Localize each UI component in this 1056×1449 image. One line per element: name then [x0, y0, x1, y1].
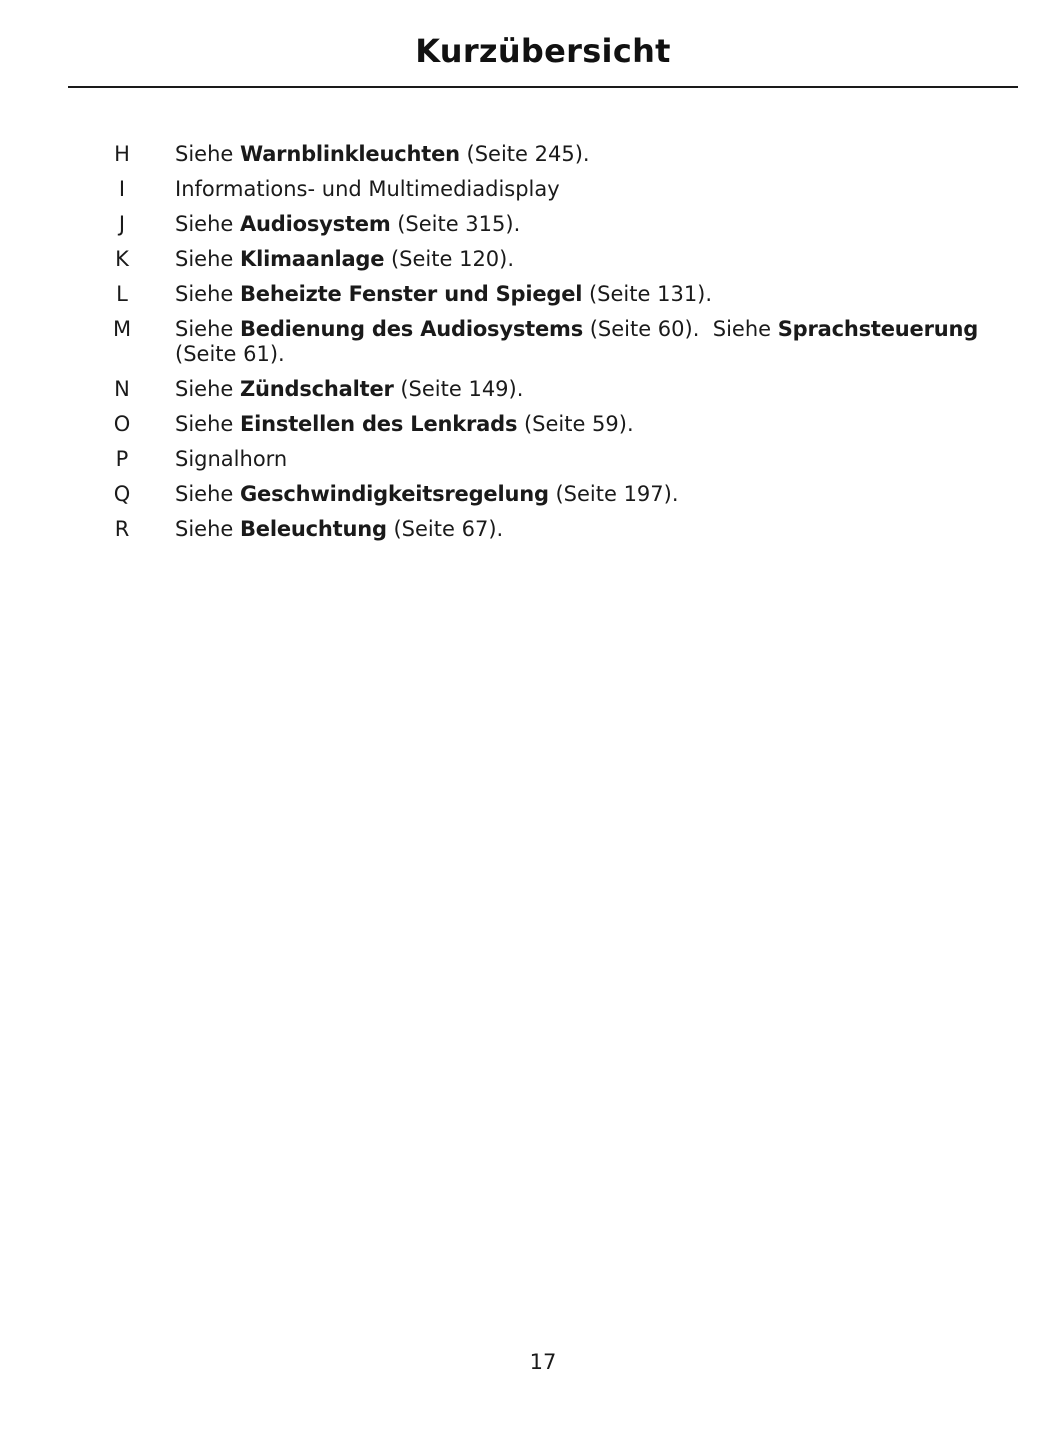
legend-prefix: Siehe — [175, 377, 240, 401]
page-title: Kurzübersicht — [415, 32, 671, 70]
legend-reference[interactable]: Bedienung des Audiosystems — [240, 317, 584, 341]
legend-page-ref: (Seite 131). — [582, 282, 713, 306]
legend-page-ref: (Seite 67). — [386, 517, 504, 541]
legend-prefix-2: Siehe — [699, 317, 778, 341]
legend-reference[interactable]: Warnblinkleuchten — [240, 142, 460, 166]
legend-item-k — [108, 247, 1008, 272]
legend-prefix: Siehe — [175, 212, 240, 236]
legend-prefix: Informations- und Multimediadisplay — [175, 177, 560, 201]
legend-page-ref: (Seite 197). — [548, 482, 679, 506]
legend-prefix: Siehe — [175, 247, 240, 271]
legend-prefix: Siehe — [175, 317, 240, 341]
title-divider — [68, 86, 1018, 88]
legend-reference[interactable]: Klimaanlage — [240, 247, 385, 271]
legend-page-ref: (Seite 245). — [459, 142, 590, 166]
legend-key: I — [118, 177, 126, 201]
legend-key: R — [114, 517, 130, 541]
legend-key: Q — [113, 482, 131, 506]
legend-prefix: Siehe — [175, 142, 240, 166]
legend-page-ref: (Seite 149). — [393, 377, 524, 401]
legend-reference[interactable]: Beheizte Fenster und Spiegel — [240, 282, 583, 306]
legend-item-p — [108, 447, 1008, 472]
legend-key: L — [116, 282, 128, 306]
legend-list — [108, 142, 1008, 552]
legend-key: J — [118, 212, 126, 236]
legend-prefix: Siehe — [175, 517, 240, 541]
legend-text — [175, 317, 1008, 367]
legend-item-j — [108, 212, 1008, 237]
legend-key: M — [112, 317, 132, 341]
legend-reference-2[interactable]: Sprachsteuerung — [777, 317, 979, 341]
legend-reference[interactable]: Geschwindigkeitsregelung — [240, 482, 549, 506]
legend-prefix: Siehe — [175, 282, 240, 306]
legend-item-i — [108, 177, 1008, 202]
legend-reference[interactable]: Beleuchtung — [240, 517, 387, 541]
legend-page-ref: (Seite 59). — [517, 412, 634, 436]
legend-item-h — [108, 142, 1008, 167]
legend-key: K — [115, 247, 129, 271]
legend-reference[interactable]: Zündschalter — [240, 377, 394, 401]
legend-prefix: Signalhorn — [175, 447, 288, 471]
legend-text — [175, 212, 1008, 237]
legend-page-ref: (Seite 315). — [390, 212, 521, 236]
legend-reference[interactable]: Audiosystem — [240, 212, 391, 236]
legend-key: P — [115, 447, 129, 471]
legend-page-ref: (Seite 60). — [583, 317, 700, 341]
legend-key: O — [113, 412, 131, 436]
legend-prefix: Siehe — [175, 412, 240, 436]
legend-text — [175, 247, 1008, 272]
legend-text — [175, 282, 1008, 307]
legend-text — [175, 482, 1008, 507]
legend-page-ref-2: (Seite 61). — [175, 342, 285, 366]
legend-text — [175, 412, 1008, 437]
legend-item-r — [108, 517, 1008, 542]
legend-text — [175, 517, 1008, 542]
legend-item-m — [108, 317, 1008, 367]
legend-item-o — [108, 412, 1008, 437]
page-number: 17 — [529, 1350, 557, 1374]
legend-text — [175, 377, 1008, 402]
legend-text — [175, 177, 1008, 202]
legend-key: H — [114, 142, 130, 166]
legend-item-l — [108, 282, 1008, 307]
legend-page-ref: (Seite 120). — [384, 247, 515, 271]
legend-text — [175, 142, 1008, 167]
legend-item-q — [108, 482, 1008, 507]
legend-reference[interactable]: Einstellen des Lenkrads — [240, 412, 518, 436]
legend-prefix: Siehe — [175, 482, 240, 506]
legend-text — [175, 447, 1008, 472]
legend-item-n — [108, 377, 1008, 402]
legend-key: N — [114, 377, 130, 401]
